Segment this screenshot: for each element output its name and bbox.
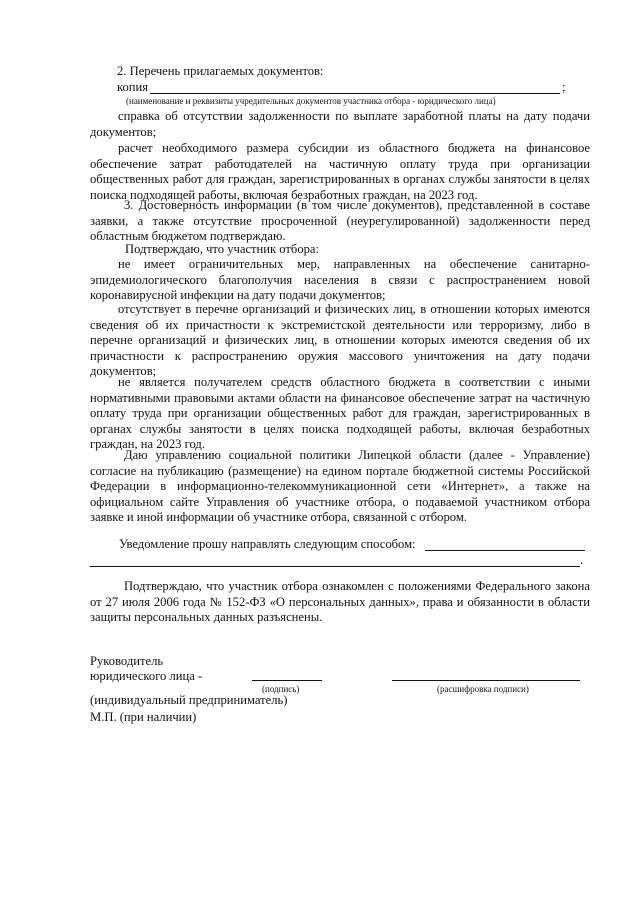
confirm-item-1: не имеет ограничительных мер, направленных на обеспечение санитарно-эпидемиологического благополучия населения в связи с распространением новой коронавирусной инфекции на дату подачи документов;	[90, 257, 590, 303]
confirm-intro: Подтверждаю, что участник отбора:	[125, 242, 320, 256]
copy-end: ;	[562, 80, 566, 94]
confirm-item-3: не является получателем средств областного бюджета в соответствии с иными нормативными правовыми актами области на финансовое обеспечение затрат на частичную оплату труда при организации общественных работ для граждан, зарегистрированных в органах службы занятости в целях поиска подходящей работы, включая безработных граждан, на 2023 год.	[90, 375, 590, 452]
stamp-note: М.П. (при наличии)	[90, 710, 197, 724]
signature-role-line-2: юридического лица -	[90, 669, 203, 683]
copy-label: копия	[117, 80, 149, 94]
signature-role-line-1: Руководитель	[90, 654, 164, 668]
signature-decoding-line[interactable]	[392, 680, 580, 681]
item-calculation: расчет необходимого размера субсидии из областного бюджета на финансовое обеспечение затрат работодателей на частичную оплату труда при организации общественных работ для граждан, зарегистрированных в органах службы занятости в целях поиска подходящей работы, включая безработных граждан, на 2023 год.	[90, 141, 590, 202]
section-3-text: 3. Достоверность информации (в том числе документов), представленной в составе заявки, а также отсутствие просроченной (неурегулированной) задолженности перед областным бюджетом подтверждаю.	[90, 198, 590, 244]
consent-text: Даю управлению социальной политики Липецкой области (далее - Управление) согласие на публикацию (размещение) на едином портале бюджетной системы Российской Федерации в информационно-телекоммуникационной сети «Интернет», а также на официальном сайте Управления об участнике отбора, о подаваемой участником отбора заявке и иной информации об участнике отбора, связанной с отбором.	[90, 448, 590, 525]
signature-caption: (подпись)	[262, 684, 300, 694]
notification-label: Уведомление прошу направлять следующим способом:	[119, 537, 416, 551]
notification-input-line[interactable]	[425, 550, 585, 551]
copy-input-line	[150, 93, 560, 94]
entrepreneur-note: (индивидуальный предприниматель)	[90, 693, 288, 707]
item-certificate: справка об отсутствии задолженности по выплате заработной платы на дату подачи документов;	[90, 109, 590, 139]
decoding-caption: (расшифровка подписи)	[437, 684, 529, 694]
signature-line[interactable]	[252, 680, 322, 681]
personal-data-text: Подтверждаю, что участник отбора ознакомлен с положениями Федерального закона от 27 июля 2006 года № 152-ФЗ «О персональных данных», права и обязанности в области защиты персональных данных разъяснены.	[90, 579, 590, 625]
copy-caption: (наименование и реквизиты учредительных документов участника отбора - юридического лица)	[126, 96, 496, 106]
section-2-title: 2. Перечень прилагаемых документов:	[117, 64, 324, 78]
notification-second-line[interactable]	[90, 566, 580, 567]
notification-end: .	[580, 553, 584, 567]
confirm-item-2: отсутствует в перечне организаций и физических лиц, в отношении которых имеются сведения об их причастности к экстремистской деятельности или терроризму, либо в перечне организаций и физических лиц, в отношении которых имеются сведения об их причастности к распространению оружия массового уничтожения на дату подачи документов;	[90, 302, 590, 379]
